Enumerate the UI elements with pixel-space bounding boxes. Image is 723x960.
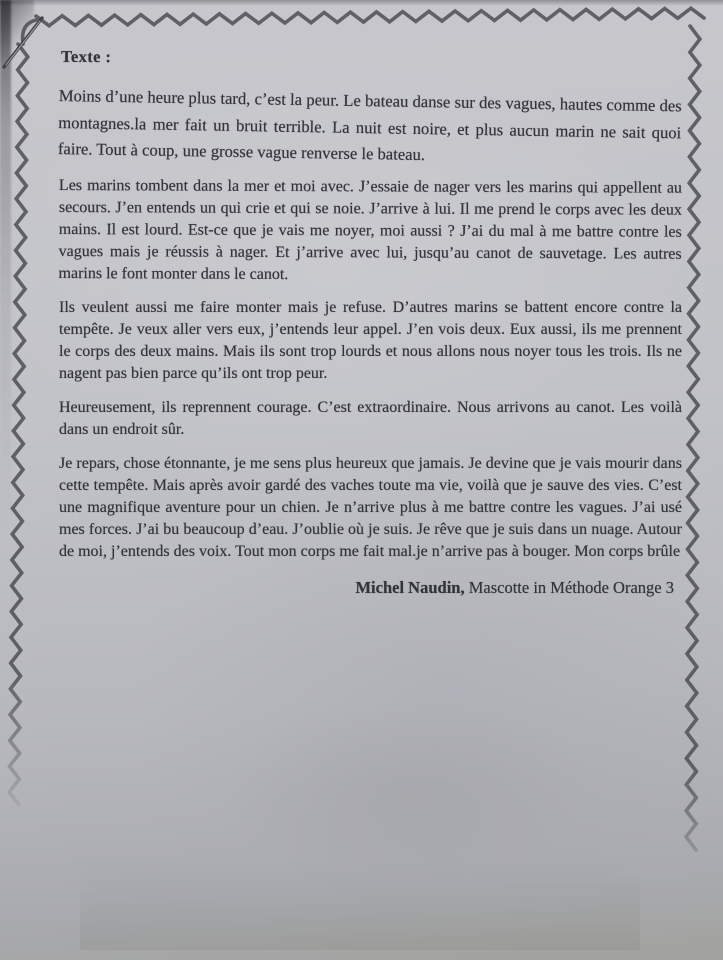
text-paragraph: Ils veulent aussi me faire monter mais je refuse. D’autres marins se battent encore contre la tempête. Je veux aller vers eux, j’entends leur appel. J’en vois deux. Eux aussi, ils me prennent le corps des deux mains. Mais ils sont trop lourds et nous allons nous noyer tous les trois. Ils ne nagent pas bien parce qu’ils ont trop peur. [59,298,682,382]
photo-edge-shadow-left [0,0,11,560]
page-stain [220,700,600,880]
text-paragraph: Je repars, chose étonnante, je me sens plus heureux que jamais. Je devine que je vais mourir dans cette tempête. Mais après avoir gardé des vaches toute ma vie, voilà que je sauve des vies. C’est une magnifique aventure pour un chien. Je n’arrive plus à me battre contre les vagues. J’ai usé mes forces. J’ai bu beaucoup d’eau. J’oublie où je suis. Je rêve que je suis dans un nuage. Autour de moi, j’entends des voix. Tout mon corps me fait mal.je n’arrive pas à bouger. Mon corps brûle [59,454,682,560]
page-bottom-shading [80,860,640,950]
text-paragraph: Heureusement, ils reprennent courage. C’est extraordinaire. Nous arrivons au canot. Les voilà dans un endroit sûr. [59,398,682,438]
zigzag-right-border [686,26,700,850]
text-paragraph: Les marins tombent dans la mer et moi avec. J’essaie de nager vers les marins qui appellent au secours. J’en entends un qui crie et qui se noie. J’arrive à lui. Il me prend le corps avec les deux mains. Il est lourd. Est-ce que je vais me noyer, moi aussi ? J’ai du mal à me battre contre les vagues mais je réussis à nager. Et j’arrive avec lui, jusqu’au canot de sauvetage. Les autres marins le font monter dans le canot. [58,176,682,283]
zigzag-left-border [9,44,28,805]
text-label: Texte : [60,46,112,67]
attribution-author: Michel Naudin, [355,577,465,597]
text-paragraph: Moins d’une heure plus tard, c’est la peur. Le bateau danse sur des vagues, hautes comme des montagnes.la mer fait un bruit terrible. La nuit est noire, et plus aucun marin ne sait quoi faire. Tout à coup, une grosse vague renverse le bateau. [57,85,682,165]
attribution-line [59,577,674,599]
attribution-source: Mascotte in Méthode Orange 3 [464,577,674,597]
photo-corner-shadow [0,0,34,64]
text-column [59,48,682,599]
zigzag-top-border [36,8,704,26]
photo-edge-shadow-top [0,0,723,6]
